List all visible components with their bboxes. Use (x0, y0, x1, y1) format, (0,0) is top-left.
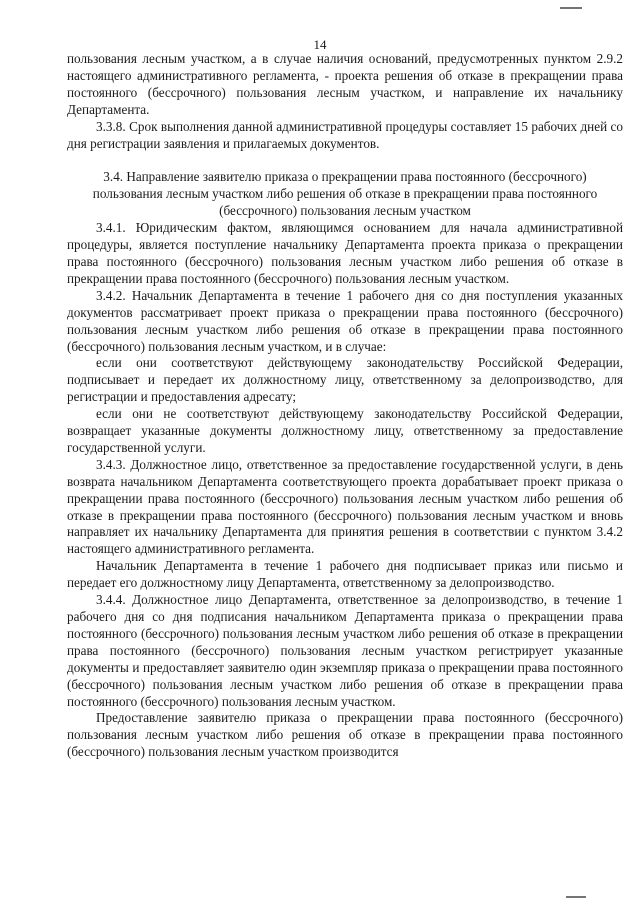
paragraph: 3.4.1. Юридическим фактом, являющимся основанием для начала административной процедуры, является поступление начальнику Департамента проекта приказа о прекращении права постоянного (бессрочного) пользования лесным участком либо решения об отказе в прекращении права постоянного (бессрочного) пользования лесным участком. (67, 220, 623, 286)
page-number: 14 (313, 37, 327, 52)
scan-artifact (566, 896, 586, 898)
paragraph: Начальник Департамента в течение 1 рабочего дня подписывает приказ или письмо и передает его должностному лицу Департамента, ответственному за делопроизводство. (67, 558, 623, 591)
paragraph: 3.4.3. Должностное лицо, ответственное за предоставление государственной услуги, в день возврата начальником Департамента соответствующего проекта дорабатывает проект приказа о прекращении права постоянного (бессрочного) пользования лесным участком либо решения об отказе в прекращении права постоянного (бессрочного) пользования лесным участком и вновь направляет их начальнику Департамента для принятия решения в соответствии с пунктом 3.4.2 настоящего административного регламента. (67, 456, 623, 557)
section-heading: 3.4. Направление заявителю приказа о прекращении права постоянного (бессрочного) пользования лесным участком либо решения об отказе в прекращении права постоянного (бессрочного) пользования лесным участком (92, 169, 598, 219)
paragraph: пользования лесным участком, а в случае наличия оснований, предусмотренных пунктом 2.9.2 настоящего административного регламента, - проекта решения об отказе в прекращении права постоянного (бессрочного) пользования лесным участком, и направление их начальнику Департамента. (67, 51, 623, 117)
paragraph: 3.4.2. Начальник Департамента в течение 1 рабочего дня со дня поступления указанных документов рассматривает проект приказа о прекращении права постоянного (бессрочного) пользования лесным участком либо решения об отказе в прекращении права постоянного (бессрочного) пользования лесным участком, и в случае: (67, 287, 623, 354)
paragraph: если они не соответствуют действующему законодательству Российской Федерации, возвращает указанные документы должностному лицу, ответственному за предоставление государственной услуги. (67, 406, 623, 455)
paragraph: 3.4.4. Должностное лицо Департамента, ответственное за делопроизводство, в течение 1 рабочего дня со дня подписания начальником Департамента приказа о прекращении права постоянного (бессрочного) пользования лесным участком либо решения об отказе в прекращении права постоянного (бессрочного) пользования лесным участком регистрирует указанные документы и предоставляет заявителю один экземпляр приказа о прекращении права постоянного (бессрочного) пользования лесным участком либо решения об отказе в прекращении права постоянного (бессрочного) пользования лесным участком. (67, 592, 623, 709)
scan-artifact (560, 7, 582, 9)
paragraph: Предоставление заявителю приказа о прекращении права постоянного (бессрочного) пользования лесным участком либо решения об отказе в прекращении права постоянного (бессрочного) пользования лесным участком производится (67, 710, 623, 760)
paragraph: если они соответствуют действующему законодательству Российской Федерации, подписывает и передает их должностному лицу, ответственному за делопроизводство, для регистрации и предоставления адресату; (67, 355, 623, 405)
paragraph: 3.3.8. Срок выполнения данной административной процедуры составляет 15 рабочих дней со дня регистрации заявления и прилагаемых документов. (67, 118, 623, 151)
document-body (67, 51, 623, 761)
